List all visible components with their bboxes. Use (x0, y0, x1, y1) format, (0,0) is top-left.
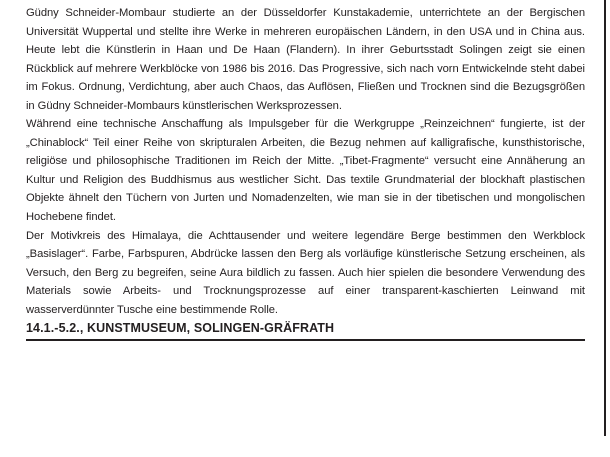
paragraph-basislager: Der Motivkreis des Himalaya, die Achttausender und weitere legendäre Berge bestimmen den Werkblock „Basislager“. Farbe, Farbspuren, Abdrücke lassen den Berg als vorläufige künstlerische Setzung erscheinen, als Versuch, den Berg zu begreifen, seine Aura bildlich zu fassen. Auch hier spielen die besondere Verwendung des Materials sowie Arbeits- und Trocknungsprozesse auf einer transparent-kaschierten Leinwand mit wasserverdünnter Tusche eine bestimmende Rolle. (26, 229, 585, 316)
paragraph-biography: Güdny Schneider-Mombaur studierte an der Düsseldorfer Kunstakademie, unterrichtete an der Bergischen Universität Wuppertal und stellte ihre Werke in mehreren europäischen Ländern, in den USA und in China aus. Heute lebt die Künstlerin in Haan und De Haan (Flandern). In ihrer Geburtsstadt Solingen zeigt sie einen Rückblick auf mehrere Werkblöcke von 1986 bis 2016. Das Progressive, sich nach vorn Entwickelnde steht dabei im Fokus. Ordnung, Verdichtung, aber auch Chaos, das Auflösen, Fließen und Trocknen sind die Bezugsgrößen in Güdny Schneider-Mombaurs künstlerischen Werksprozessen. (26, 7, 585, 112)
article-column (26, 4, 585, 341)
exhibition-date-venue-heading: 14.1.-5.2., KUNSTMUSEUM, SOLINGEN-GRÄFRATH (26, 319, 585, 341)
column-divider-rule (604, 0, 606, 436)
paragraph-chinablock: Während eine technische Anschaffung als Impulsgeber für die Werkgruppe „Reinzeichnen“ fungierte, ist der „Chinablock“ Teil einer Reihe von skripturalen Arbeiten, die Bezug nehmen auf kalligrafische, kunsthistorische, religiöse und philosophische Traditionen im Reich der Mitte. „Tibet-Fragmente“ versucht eine Annäherung an Kultur und Religion des Buddhismus aus westlicher Sicht. Das textile Grundmaterial der blockhaft plastischen Objekte ähnelt den Tüchern von Jurten und Nomadenzelten, wie man sie in der tibetischen und mongolischen Hochebene findet. (26, 118, 585, 224)
